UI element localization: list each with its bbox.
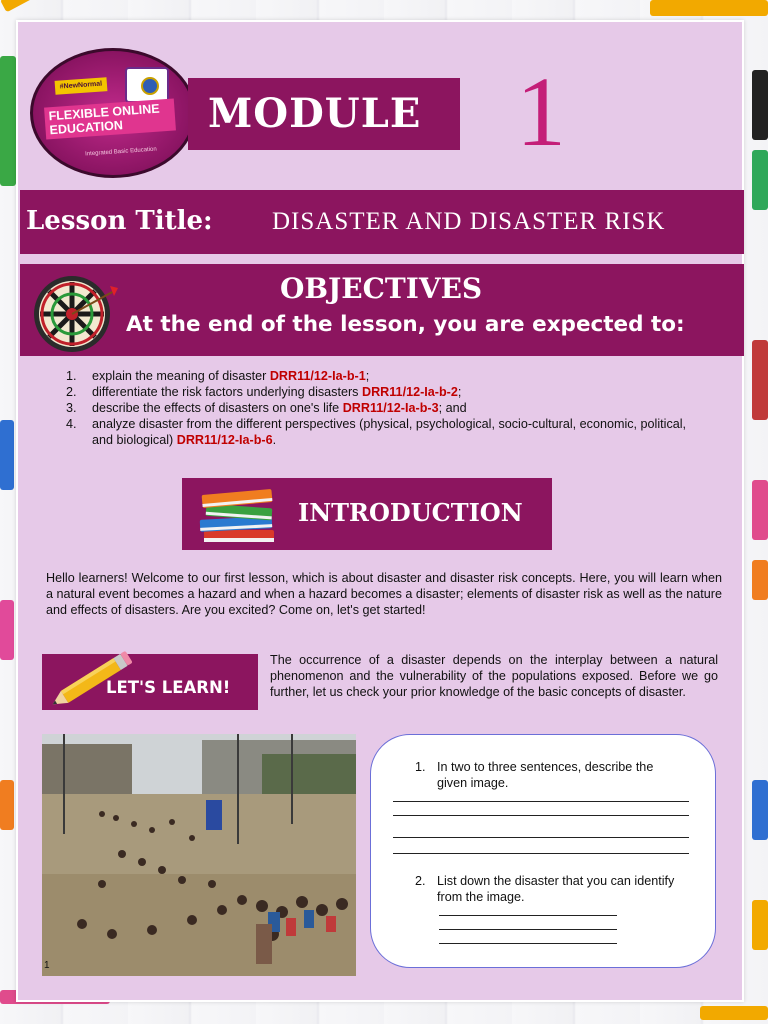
answer-line[interactable] [393, 853, 689, 854]
pencil-decoration [752, 900, 768, 950]
photo-number: 1 [44, 960, 50, 971]
pencil-decoration [752, 480, 768, 540]
competency-code: DRR11/12-Ia-b-2 [361, 385, 458, 399]
flood-photo [42, 734, 356, 976]
lets-learn-paragraph: The occurrence of a disaster depends on the interplay between a natural phenomenon and the vulnerability of the populations exposed. Before we go further, let us check your prior knowledge of the basic concepts of disaster. [270, 653, 718, 699]
pencil-decoration [0, 780, 14, 830]
answer-line[interactable] [439, 943, 617, 944]
pencil-decoration [0, 56, 16, 186]
objectives-heading: OBJECTIVES [280, 272, 483, 305]
answer-line[interactable] [393, 837, 689, 838]
introduction-heading: INTRODUCTION [298, 498, 523, 527]
pencil-decoration [0, 600, 14, 660]
module-label: MODULE [208, 90, 422, 137]
pencil-decoration [752, 560, 768, 600]
logo-tag: #NewNormal [55, 77, 108, 95]
lets-learn-heading: LET'S LEARN! [106, 678, 231, 697]
activity-box [370, 734, 716, 968]
answer-line[interactable] [393, 801, 689, 802]
pencil-decoration [752, 70, 768, 140]
module-number: 1 [516, 56, 566, 167]
list-item: 3. describe the effects of disasters on one's life DRR11/12-Ia-b-3; and [66, 401, 467, 415]
books-icon [192, 480, 284, 548]
pencil-decoration [650, 0, 768, 16]
pencil-decoration [752, 340, 768, 420]
introduction-paragraph: Hello learners! Welcome to our first lesson, which is about disaster and disaster risk concepts. Here, you will learn when a natural event becomes a hazard and when a hazard becomes a disaster; elements of disaster risk as well as the nature and effects of disasters. Are you excited? Come on, let's get started! [46, 571, 722, 617]
pencil-decoration [752, 150, 768, 210]
school-seal-icon [125, 67, 169, 103]
lesson-title-label: Lesson Title: [26, 206, 213, 236]
list-item: 2. differentiate the risk factors underlying disasters DRR11/12-Ia-b-2; [66, 385, 462, 399]
answer-line[interactable] [439, 915, 617, 916]
competency-code: DRR11/12-Ia-b-6 [176, 433, 273, 447]
dartboard-icon [32, 270, 118, 356]
question-2: 2. List down the disaster that you can identify from the image. [415, 874, 675, 904]
competency-code: DRR11/12-Ia-b-1 [269, 369, 366, 383]
logo-subtitle: Integrated Basic Education [85, 146, 157, 158]
objectives-list [66, 368, 706, 448]
list-item: 1. explain the meaning of disaster DRR11/12-Ia-b-1; [66, 369, 370, 383]
lesson-title: DISASTER AND DISASTER RISK [272, 208, 666, 235]
competency-code: DRR11/12-Ia-b-3 [342, 401, 439, 415]
pencil-decoration [752, 780, 768, 840]
answer-line[interactable] [439, 929, 617, 930]
answer-line[interactable] [393, 815, 689, 816]
module-page [16, 20, 744, 1002]
list-item: 4. analyze disaster from the different perspectives (physical, psychological, socio-cultural, economic, political, and biological) DRR11/12-Ia-b-6. [66, 417, 687, 447]
logo-title: FLEXIBLE ONLINE EDUCATION [44, 99, 176, 140]
pencil-decoration [0, 420, 14, 490]
school-logo [30, 48, 196, 178]
pencil-decoration [700, 1006, 768, 1020]
objectives-subheading: At the end of the lesson, you are expected to: [126, 312, 685, 337]
question-1: 1. In two to three sentences, describe the given image. [415, 760, 654, 790]
